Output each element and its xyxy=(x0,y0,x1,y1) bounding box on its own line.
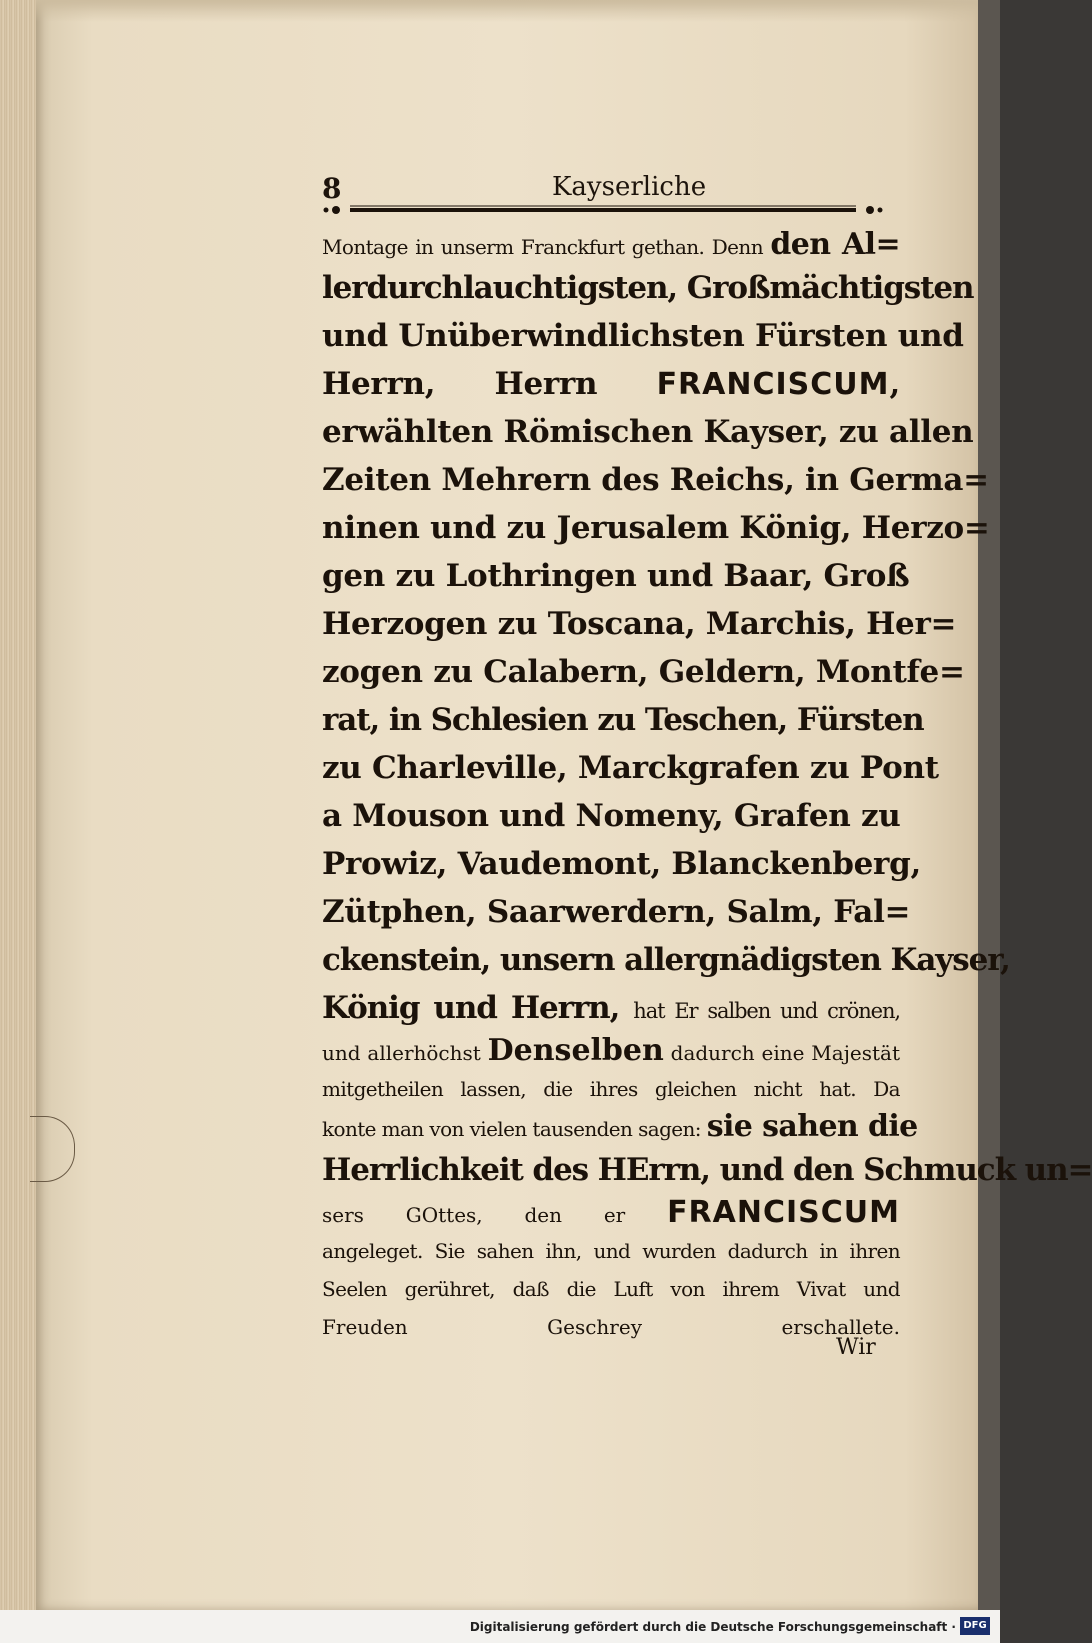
text-line xyxy=(322,1232,900,1270)
text-line xyxy=(322,1146,1092,1194)
text-segment: angeleget. Sie sahen ihn, und wurden dadurch in ihren xyxy=(322,1239,900,1263)
body-text xyxy=(322,226,1092,1346)
text-line xyxy=(322,1270,900,1308)
text-line xyxy=(322,1194,900,1232)
scan-right-margin xyxy=(978,0,1000,1643)
page-top-shadow xyxy=(36,0,980,22)
text-segment: Zeiten Mehrern des Reichs, in Germa= xyxy=(322,462,989,498)
text-segment: ninen und zu Jerusalem König, Herzo= xyxy=(322,510,990,546)
running-head: Kayserliche xyxy=(552,172,707,202)
text-segment: Montage in unserm Franckfurt gethan. Denn xyxy=(322,235,771,259)
text-line xyxy=(322,1108,918,1146)
text-segment: Herrlichkeit des HErrn, und den Schmuck un= xyxy=(322,1152,1092,1188)
text-line xyxy=(322,600,957,648)
text-segment: König und Herrn, xyxy=(322,990,634,1026)
text-line xyxy=(322,744,939,792)
page-header xyxy=(322,172,902,206)
text-line xyxy=(322,1070,900,1108)
text-segment: erwählten Römischen Kayser, zu allen xyxy=(322,414,974,450)
text-line xyxy=(322,840,921,888)
text-segment: zu Charleville, Marckgrafen zu Pont xyxy=(322,750,939,786)
text-segment: Prowiz, Vaudemont, Blanckenberg, xyxy=(322,846,921,882)
text-line xyxy=(322,360,900,408)
text-segment: den Al= xyxy=(770,227,901,262)
text-segment: Herzogen zu Toscana, Marchis, Her= xyxy=(322,606,957,642)
text-segment: Freuden Geschrey erschallete. xyxy=(322,1315,900,1339)
text-line xyxy=(322,648,965,696)
text-segment: , xyxy=(889,366,900,402)
text-line xyxy=(322,504,990,552)
text-segment: ckenstein, unsern allergnädigsten Kayser, xyxy=(322,942,1010,978)
text-line xyxy=(322,312,964,360)
text-line xyxy=(322,456,989,504)
text-segment: a Mouson und Nomeny, Grafen zu xyxy=(322,798,901,834)
ornamental-rule xyxy=(320,204,886,216)
text-line xyxy=(322,408,974,456)
catchword: Wir xyxy=(836,1335,876,1360)
text-line xyxy=(322,552,910,600)
text-segment: Herrn, Herrn xyxy=(322,366,657,402)
text-segment: rat, in Schlesien zu Teschen, Fürsten xyxy=(322,702,924,738)
display-name: FRANCISCUM xyxy=(667,1195,900,1230)
text-segment: sie sahen die xyxy=(706,1109,918,1144)
text-segment: Seelen gerühret, daß die Luft von ihrem Vivat und xyxy=(322,1277,900,1301)
text-segment: sers GOttes, den er xyxy=(322,1203,668,1227)
text-segment: zogen zu Calabern, Geldern, Montfe= xyxy=(322,654,965,690)
text-line xyxy=(322,696,924,744)
text-line xyxy=(322,264,974,312)
text-line xyxy=(322,888,911,936)
dfg-logo-icon: DFG xyxy=(960,1617,990,1635)
text-segment: und Unüberwindlichsten Fürsten und xyxy=(322,318,964,354)
page-edges xyxy=(0,0,38,1643)
page-number: 8 xyxy=(322,172,342,205)
text-segment: gen zu Lothringen und Baar, Groß xyxy=(322,558,910,594)
text-segment: hat Er salben und crönen, xyxy=(633,999,900,1023)
text-line xyxy=(322,792,900,840)
text-segment: mitgetheilen lassen, die ihres gleichen nicht hat. Da xyxy=(322,1077,900,1101)
text-segment: lerdurchlauchtigsten, Großmächtigsten xyxy=(322,270,974,306)
text-segment: Denselben xyxy=(487,1033,664,1068)
text-line xyxy=(322,226,900,264)
text-line xyxy=(322,984,900,1032)
text-line xyxy=(322,1032,900,1070)
footer-credit: Digitalisierung gefördert durch die Deutsche Forschungsgemeinschaft · xyxy=(469,1620,956,1634)
text-segment: dadurch eine Majestät xyxy=(663,1041,900,1065)
display-name: FRANCISCUM xyxy=(656,367,890,402)
text-line xyxy=(322,936,1010,984)
text-segment: und allerhöchst xyxy=(322,1041,488,1065)
text-segment: Zütphen, Saarwerdern, Salm, Fal= xyxy=(322,894,911,930)
text-line xyxy=(322,1308,900,1346)
text-segment: konte man von vielen tausenden sagen: xyxy=(322,1117,707,1141)
